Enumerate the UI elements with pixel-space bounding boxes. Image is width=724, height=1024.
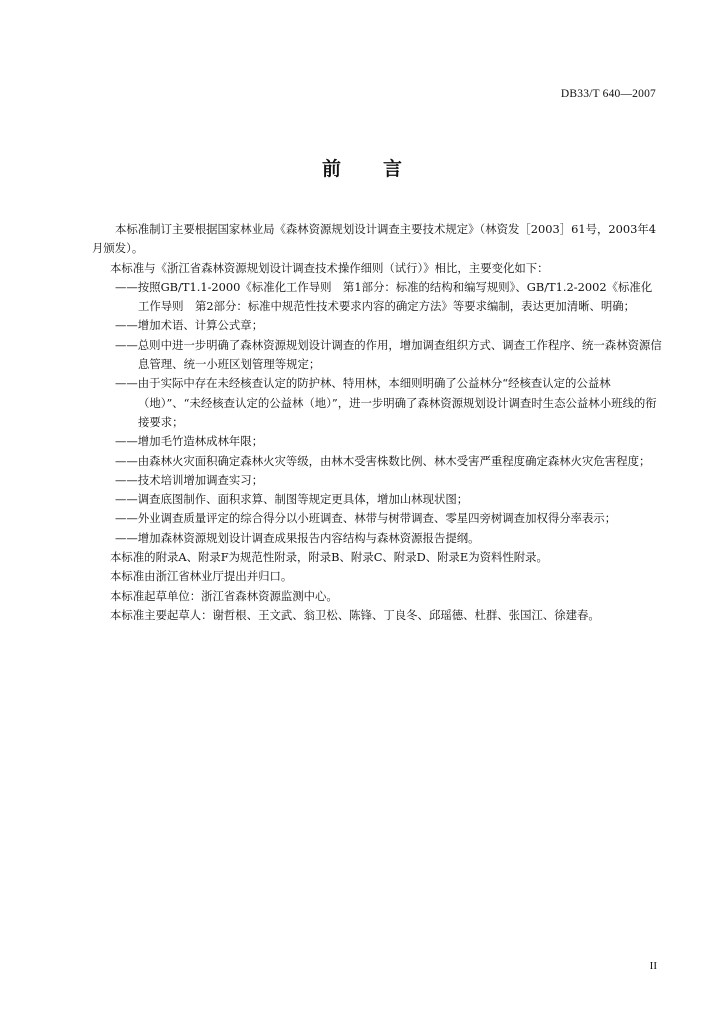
paragraph-changes-intro: 本标准与《浙江省森林资源规划设计调查技术操作细则（试行）》相比，主要变化如下：: [110, 260, 549, 275]
page-title: 前言: [321, 158, 444, 180]
page-number: II: [649, 960, 657, 972]
change-item-training: ——技术培训增加调查实习；: [115, 472, 264, 487]
document-code: DB33/T 640—2007: [560, 88, 656, 100]
paragraph-appendices: 本标准的附录A、附录F为规范性附录，附录B、附录C、附录D、附录E为资料性附录。: [110, 550, 548, 565]
change-item-bamboo: ——增加毛竹造林成林年限；: [115, 434, 264, 449]
paragraph-drafting-unit: 本标准起草单位：浙江省森林资源监测中心。: [110, 588, 338, 603]
change-item-format: ——按照GB/T1.1-2000《标准化工作导则 第1部分：标准的结构和编写规则》、GB/T1.2-2002《标准化工作导则 第2部分：标准中规范性技术要求内容的确定方法》等要求编制，表达更加清晰、明确；: [115, 279, 653, 314]
change-item-general: ——总则中进一步明确了森林资源规划设计调查的作用，增加调查组织方式、调查工作程序、统一森林资源信息管理、统一小班区划管理等规定；: [115, 337, 662, 372]
paragraph-drafters: 本标准主要起草人：谢哲根、王文武、翁卫松、陈锋、丁良冬、邱瑶德、杜群、张国江、徐建春。: [110, 607, 600, 622]
change-item-public-forest: ——由于实际中存在未经核查认定的防护林、特用林，本细则明确了公益林分“经核查认定的公益林（地）”、“未经核查认定的公益林（地）”，进一步明确了森林资源规划设计调查时生态公益林小班线的衔接要求；: [115, 376, 657, 429]
foreword-body: [92, 220, 662, 625]
paragraph-proposer: 本标准由浙江省林业厅提出并归口。: [110, 569, 293, 584]
change-item-mapping: ——调查底图制作、面积求算、制图等规定更具体，增加山林现状图；: [115, 492, 469, 507]
change-item-fire: ——由森林火灾面积确定森林火灾等级，由林木受害株数比例、林木受害严重程度确定森林火灾危害程度；: [115, 453, 651, 468]
paragraph-basis: 本标准制订主要根据国家林业局《森林资源规划设计调查主要技术规定》（林资发［2003］61号，2003年4月颁发）。: [92, 222, 657, 256]
change-item-quality: ——外业调查质量评定的综合得分以小班调查、林带与树带调查、零星四旁树调查加权得分率表示；: [115, 511, 617, 526]
change-item-terms: ——增加术语、计算公式章；: [115, 318, 264, 333]
change-item-report: ——增加森林资源规划设计调查成果报告内容结构与森林资源报告提纲。: [115, 530, 480, 545]
